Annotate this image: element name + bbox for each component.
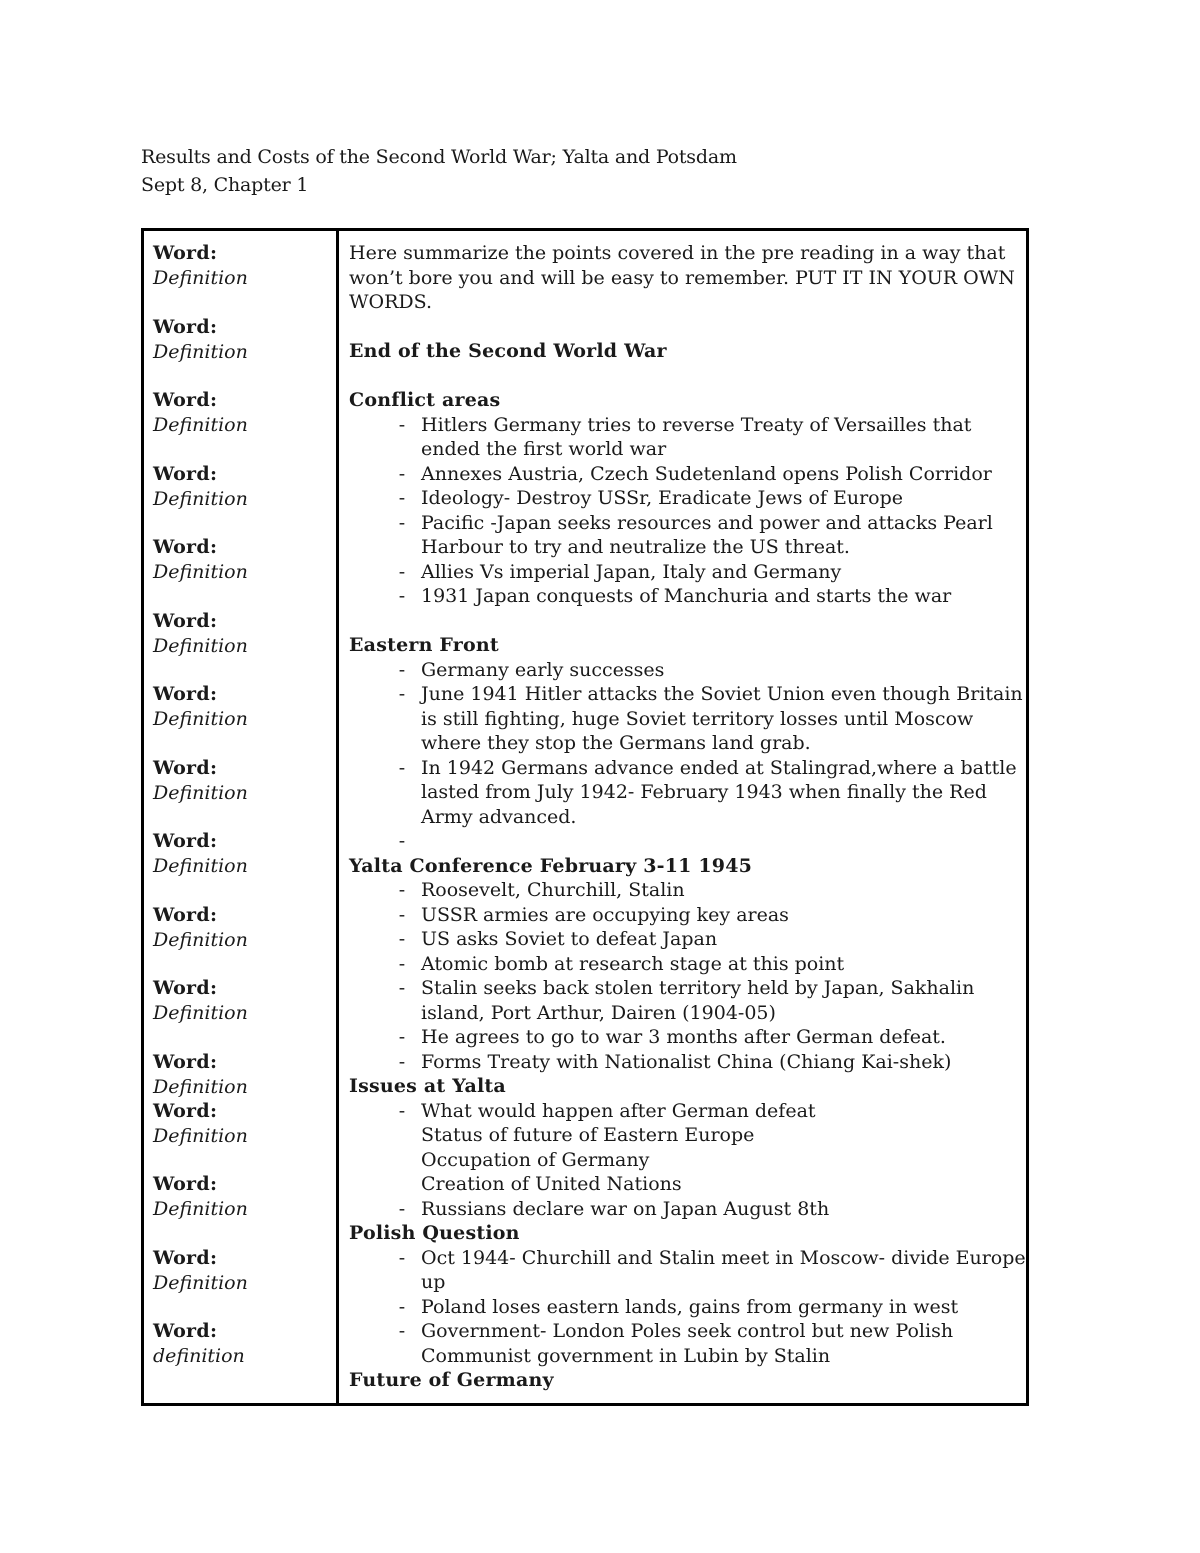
bullet-dash: - — [398, 1246, 406, 1269]
bullet-item — [349, 1025, 1019, 1050]
section-heading: Yalta Conference February 3-11 1945 — [349, 854, 753, 877]
bullet-dash: - — [398, 1295, 406, 1318]
vocab-word-label: Word: — [153, 536, 218, 558]
bullet-text: Germany early successes — [421, 658, 665, 681]
vocab-word-label: Word: — [153, 757, 218, 779]
vocab-entry — [153, 1172, 248, 1221]
bullet-item — [349, 584, 1019, 609]
vocab-definition-label: Definition — [153, 266, 248, 289]
vocab-definition-label: definition — [153, 1344, 245, 1367]
document-subtitle: Sept 8, Chapter 1 — [141, 174, 309, 196]
bullet-item — [349, 560, 1019, 585]
vocab-definition-label: Definition — [153, 487, 248, 510]
column-divider — [336, 231, 339, 1403]
bullet-item — [349, 756, 1019, 781]
blank-line — [349, 364, 1019, 389]
bullet-continuation — [349, 437, 1019, 462]
bullet-continuation — [349, 1172, 1019, 1197]
vocab-word-label: Word: — [153, 242, 218, 264]
bullet-dash: - — [398, 1320, 406, 1342]
notes-table — [141, 228, 1029, 1406]
bullet-text: Occupation of Germany — [421, 1148, 650, 1171]
bullet-item — [349, 1050, 1019, 1075]
bullet-text: Pacific -Japan seeks resources and power and attacks Pearl — [421, 511, 993, 534]
bullet-dash: - — [398, 977, 406, 999]
vocab-definition-label: Definition — [153, 1197, 248, 1220]
bullet-item — [349, 1295, 1019, 1320]
bullet-dash: - — [398, 1197, 406, 1220]
instruction-text: Here summarize the points covered in the pre reading in a way that — [349, 242, 1006, 264]
bullet-text: where they stop the Germans land grab. — [421, 732, 811, 754]
bullet-text: Atomic bomb at research stage at this point — [421, 952, 845, 975]
vocab-word-label: Word: — [153, 904, 218, 926]
vocab-entry — [153, 315, 248, 364]
bullet-item — [349, 952, 1019, 977]
bullet-dash: - — [398, 511, 406, 534]
bullet-text: Government- London Poles seek control but new Polish — [421, 1320, 954, 1342]
section-heading: End of the Second World War — [349, 340, 667, 362]
vocab-entry — [153, 756, 248, 805]
bullet-text: Annexes Austria, Czech Sudetenland opens Polish Corridor — [421, 462, 992, 485]
vocab-word-label: Word: — [153, 463, 218, 485]
blank-line — [349, 609, 1019, 634]
bullet-item — [349, 658, 1019, 683]
bullet-dash: - — [398, 413, 406, 436]
bullet-item — [349, 413, 1019, 438]
bullet-text: Communist government in Lubin by Stalin — [421, 1344, 831, 1367]
vocab-word-label: Word: — [153, 316, 218, 338]
vocab-word-label: Word: — [153, 610, 218, 632]
bullet-dash: - — [398, 683, 406, 705]
bullet-continuation — [349, 780, 1019, 805]
vocab-entry — [153, 388, 248, 437]
vocab-entry — [153, 609, 248, 658]
bullet-text: He agrees to go to war 3 months after German defeat. — [421, 1026, 946, 1048]
bullet-dash: - — [398, 952, 406, 975]
vocab-definition-label: Definition — [153, 781, 248, 804]
bullet-dash: - — [398, 1050, 406, 1073]
bullet-item — [349, 903, 1019, 928]
bullet-text: Creation of United Nations — [421, 1173, 682, 1195]
bullet-item — [349, 1319, 1019, 1344]
bullet-text: up — [421, 1271, 446, 1293]
bullet-continuation — [349, 805, 1019, 830]
bullet-text: USSR armies are occupying key areas — [421, 903, 789, 926]
bullet-dash: - — [398, 1099, 406, 1122]
bullet-continuation — [349, 707, 1019, 732]
bullet-dash: - — [398, 560, 406, 583]
vocab-definition-label: Definition — [153, 854, 248, 877]
vocab-entry — [153, 1099, 248, 1148]
document-title: Results and Costs of the Second World War; Yalta and Potsdam — [141, 146, 737, 168]
vocab-word-label: Word: — [153, 977, 218, 999]
vocab-definition-label: Definition — [153, 560, 248, 583]
vocab-definition-label: Definition — [153, 413, 248, 436]
bullet-dash: - — [398, 487, 406, 509]
vocab-word-label: Word: — [153, 1320, 218, 1342]
bullet-item — [349, 462, 1019, 487]
bullet-item — [349, 927, 1019, 952]
vocab-word-label: Word: — [153, 830, 218, 852]
vocab-word-label: Word: — [153, 1173, 218, 1195]
bullet-dash: - — [398, 462, 406, 485]
section-heading: Issues at Yalta — [349, 1075, 506, 1097]
section-heading: Future of Germany — [349, 1369, 554, 1391]
section-heading: Conflict areas — [349, 389, 501, 411]
bullet-text: Status of future of Eastern Europe — [421, 1124, 755, 1146]
summary-column — [349, 241, 1026, 1393]
vocab-entry — [153, 1050, 248, 1099]
bullet-text: island, Port Arthur, Dairen (1904-05) — [421, 1001, 776, 1024]
vocab-definition-label: Definition — [153, 928, 248, 951]
bullet-continuation — [349, 1123, 1019, 1148]
bullet-dash: - — [398, 585, 406, 607]
bullet-text: is still fighting, huge Soviet territory losses until Moscow — [421, 707, 974, 730]
bullet-text: Forms Treaty with Nationalist China (Chiang Kai-shek) — [421, 1050, 952, 1073]
bullet-text: Ideology- Destroy USSr, Eradicate Jews of Europe — [421, 487, 904, 509]
vocab-definition-label: Definition — [153, 1271, 248, 1294]
bullet-text: Roosevelt, Churchill, Stalin — [421, 879, 685, 901]
section-heading: Eastern Front — [349, 634, 499, 656]
bullet-dash: - — [398, 879, 406, 901]
bullet-text: 1931 Japan conquests of Manchuria and starts the war — [421, 585, 952, 607]
blank-line — [349, 315, 1019, 340]
bullet-item — [349, 829, 1019, 854]
vocab-word-label: Word: — [153, 683, 218, 705]
vocab-word-label: Word: — [153, 1247, 218, 1269]
vocab-definition-label: Definition — [153, 340, 248, 363]
bullet-text: What would happen after German defeat — [421, 1099, 816, 1122]
bullet-text: June 1941 Hitler attacks the Soviet Union even though Britain — [421, 683, 1023, 705]
bullet-item — [349, 1246, 1026, 1271]
bullet-continuation — [349, 1270, 1019, 1295]
vocab-entry — [153, 1246, 248, 1295]
vocab-definition-label: Definition — [153, 1124, 248, 1147]
bullet-item — [349, 976, 1019, 1001]
bullet-dash: - — [398, 903, 406, 926]
bullet-dash: - — [398, 830, 406, 852]
bullet-text: Poland loses eastern lands, gains from germany in west — [421, 1295, 959, 1318]
vocab-definition-label: Definition — [153, 1075, 248, 1098]
bullet-item — [349, 682, 1023, 707]
bullet-continuation — [349, 1148, 1019, 1173]
bullet-continuation — [349, 1001, 1019, 1026]
section-heading: Polish Question — [349, 1222, 520, 1244]
bullet-text: US asks Soviet to defeat Japan — [421, 928, 718, 950]
vocab-entry — [153, 462, 248, 511]
bullet-text: Hitlers Germany tries to reverse Treaty of Versailles that — [421, 413, 972, 436]
bullet-dash: - — [398, 1026, 406, 1048]
bullet-dash: - — [398, 756, 406, 779]
vocab-entry — [153, 903, 248, 952]
instruction-text: won’t bore you and will be easy to remember. PUT IT IN YOUR OWN — [349, 266, 1015, 289]
bullet-item — [349, 878, 1019, 903]
bullet-item — [349, 1197, 1019, 1222]
vocab-entry — [153, 535, 248, 584]
vocab-word-label: Word: — [153, 1100, 218, 1122]
bullet-text: Harbour to try and neutralize the US threat. — [421, 536, 850, 558]
vocab-word-label: Word: — [153, 1051, 218, 1073]
bullet-text: Oct 1944- Churchill and Stalin meet in Moscow- divide Europe — [421, 1246, 1026, 1269]
document-header — [141, 143, 737, 199]
bullet-dash: - — [398, 658, 406, 681]
bullet-text: In 1942 Germans advance ended at Stalingrad,where a battle — [421, 756, 1017, 779]
vocab-definition-label: Definition — [153, 1001, 248, 1024]
bullet-text: ended the first world war — [421, 438, 667, 460]
vocab-entry — [153, 976, 248, 1025]
bullet-continuation — [349, 1344, 1019, 1369]
bullet-item — [349, 1099, 1019, 1124]
bullet-text: Stalin seeks back stolen territory held by Japan, Sakhalin — [421, 977, 975, 999]
bullet-dash: - — [398, 928, 406, 950]
instruction-text: WORDS. — [349, 291, 433, 313]
vocab-definition-label: Definition — [153, 634, 248, 657]
bullet-item — [349, 486, 1019, 511]
bullet-text: lasted from July 1942- February 1943 when finally the Red — [421, 781, 987, 803]
bullet-item — [349, 511, 1019, 536]
bullet-continuation — [349, 731, 1019, 756]
bullet-continuation — [349, 535, 1019, 560]
bullet-text: Russians declare war on Japan August 8th — [421, 1197, 830, 1220]
vocab-entry — [153, 241, 248, 290]
bullet-text: Army advanced. — [421, 805, 577, 828]
bullet-text: Allies Vs imperial Japan, Italy and Germany — [421, 560, 842, 583]
vocab-entry — [153, 1319, 245, 1368]
vocab-entry — [153, 829, 248, 878]
vocab-entry — [153, 682, 248, 731]
vocab-definition-label: Definition — [153, 707, 248, 730]
vocab-word-label: Word: — [153, 389, 218, 411]
